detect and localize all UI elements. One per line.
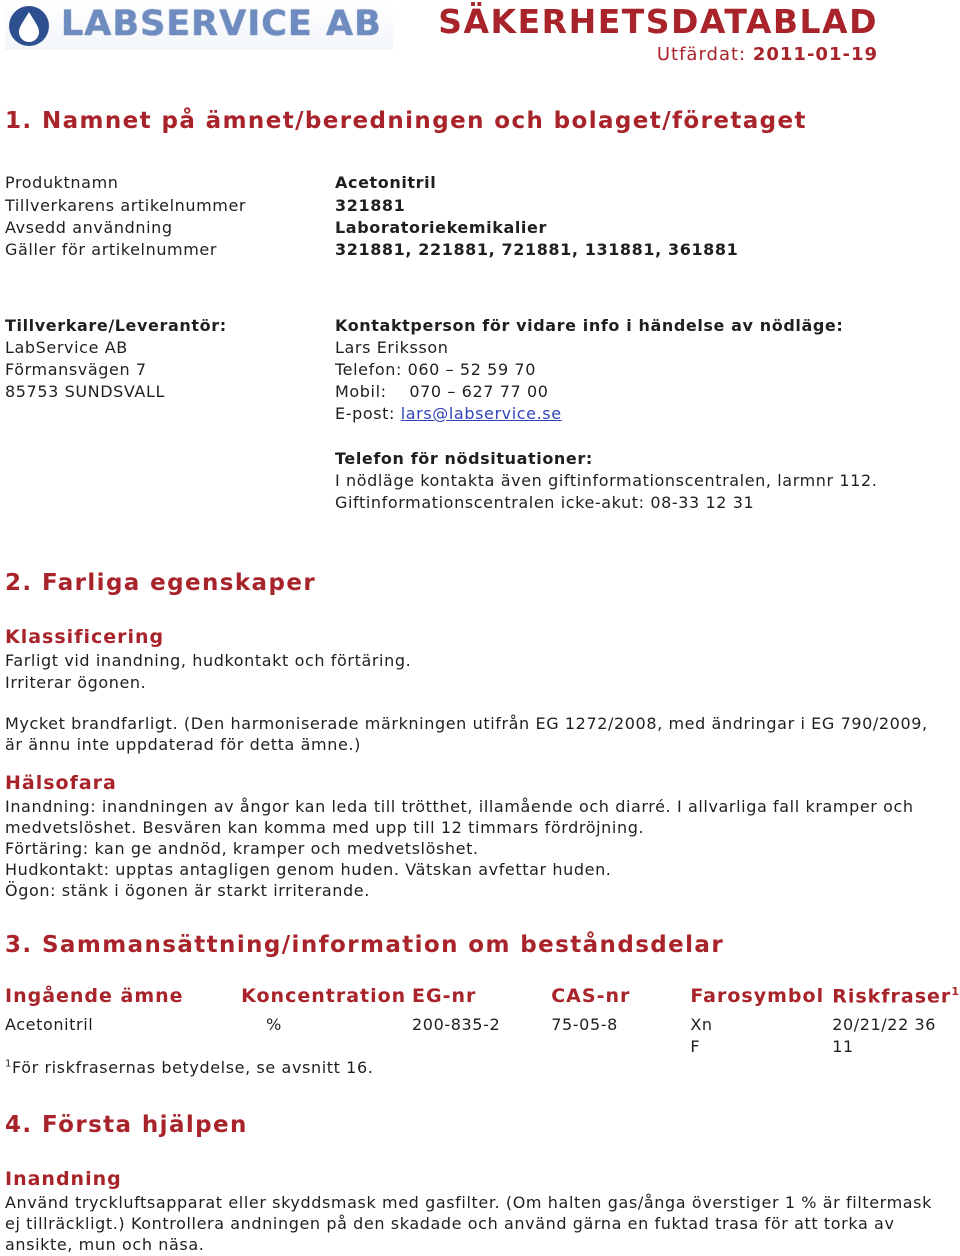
supplier-city: 85753 SUNDSVALL: [5, 382, 165, 401]
cell-eg: 200-835-2: [412, 1015, 501, 1034]
cell-eg: [412, 1037, 551, 1059]
flammable-line: är ännu inte uppdaterad för detta ämne.): [5, 735, 361, 754]
health-line: Hudkontakt: upptas antagligen genom huden. Vätskan avfettar huden.: [5, 860, 612, 879]
ingredients-table: [5, 985, 960, 1059]
footnote-mark: 1: [951, 985, 960, 998]
table-row: [5, 1037, 960, 1059]
column-header: Riskfraser: [832, 985, 952, 1008]
product-row-value: Laboratoriekemikalier: [335, 218, 547, 237]
product-row-value: Acetonitril: [335, 173, 437, 192]
cell-cas: 75-05-8: [551, 1015, 618, 1034]
cell-substance: Acetonitril: [5, 1015, 94, 1034]
classification-line: Farligt vid inandning, hudkontakt och förtäring.: [5, 651, 412, 670]
issued-label: Utfärdat:: [656, 44, 747, 65]
cell-risk: 11: [832, 1037, 854, 1056]
supplier-street: Förmansvägen 7: [5, 360, 147, 379]
column-header: Ingående ämne: [5, 985, 184, 1007]
section-3-heading: 3. Sammansättning/information om beståndsdelar: [5, 932, 725, 958]
emergency-heading: Telefon för nödsituationer:: [335, 449, 593, 468]
column-header: CAS-nr: [551, 985, 631, 1007]
emergency-line: Giftinformationscentralen icke-akut: 08-33 12 31: [335, 493, 755, 512]
health-line: Förtäring: kan ge andnöd, kramper och medvetslöshet.: [5, 839, 479, 858]
contact-phone: Telefon: 060 – 52 59 70: [335, 360, 536, 379]
contact-mobile: Mobil: 070 – 627 77 00: [335, 382, 549, 401]
cell-substance: [5, 1037, 241, 1059]
issued-value: 2011-01-19: [752, 44, 878, 65]
column-header: Koncentration: [241, 985, 407, 1007]
health-line: Inandning: inandningen av ångor kan leda till trötthet, illamående och diarré. I allvarliga fall kramper och: [5, 797, 914, 816]
product-row-label: Tillverkarens artikelnummer: [5, 196, 247, 215]
cell-concentration: [241, 1037, 412, 1059]
emergency-line: I nödläge kontakta även giftinformationscentralen, larmnr 112.: [335, 471, 878, 490]
supplier-heading: Tillverkare/Leverantör:: [5, 316, 227, 335]
footnote-mark: 1: [5, 1058, 12, 1070]
inhalation-heading: Inandning: [5, 1168, 122, 1190]
section-4-heading: 4. Första hjälpen: [5, 1112, 248, 1138]
health-line: Ögon: stänk i ögonen är starkt irriterande.: [5, 881, 370, 900]
email-label: E-post:: [335, 404, 396, 423]
table-header-row: [5, 985, 960, 1015]
inhalation-line: ansikte, mun och näsa.: [5, 1235, 205, 1254]
contact-name: Lars Eriksson: [335, 338, 449, 357]
health-line: medvetslöshet. Besvären kan komma med upp till 12 timmars fördröjning.: [5, 818, 645, 837]
document-title: SÄKERHETSDATABLAD: [438, 2, 878, 41]
product-row-label: Avsedd användning: [5, 218, 173, 237]
contact-email-row: [335, 404, 562, 423]
table-row: [5, 1015, 960, 1037]
table-footnote: [5, 1058, 373, 1077]
cell-concentration: %: [266, 1015, 282, 1034]
column-header: EG-nr: [412, 985, 477, 1007]
product-row-label: Produktnamn: [5, 173, 119, 192]
logo-text: LABSERVICE AB: [61, 4, 382, 44]
section-2-heading: 2. Farliga egenskaper: [5, 570, 317, 596]
logo-drop-icon: [7, 4, 51, 48]
company-logo: [5, 2, 393, 50]
supplier-name: LabService AB: [5, 338, 128, 357]
cell-cas: [551, 1037, 690, 1059]
column-header: Farosymbol: [690, 985, 825, 1007]
email-link[interactable]: lars@labservice.se: [400, 404, 562, 423]
health-heading: Hälsofara: [5, 772, 117, 794]
inhalation-line: ej tillräckligt.) Kontrollera andningen på den skadade och använd gärna en fuktad trasa för att torka av: [5, 1214, 895, 1233]
flammable-line: Mycket brandfarligt. (Den harmoniserade märkningen utifrån EG 1272/2008, med ändringar i EG 790/2009,: [5, 714, 928, 733]
cell-risk: 20/21/22 36: [832, 1015, 937, 1034]
inhalation-line: Använd tryckluftsapparat eller skyddsmask med gasfilter. (Om halten gas/ånga överstiger 1 % är filtermask: [5, 1193, 932, 1212]
section-1-heading: 1. Namnet på ämnet/beredningen och bolaget/företaget: [5, 108, 807, 134]
footnote-text: För riskfrasernas betydelse, se avsnitt 16.: [11, 1058, 374, 1077]
classification-heading: Klassificering: [5, 626, 165, 648]
product-row-label: Gäller för artikelnummer: [5, 240, 218, 259]
cell-symbol: Xn: [690, 1015, 713, 1034]
product-row-value: 321881, 221881, 721881, 131881, 361881: [335, 240, 739, 259]
classification-line: Irriterar ögonen.: [5, 673, 147, 692]
cell-symbol: F: [690, 1037, 701, 1056]
product-row-value: 321881: [335, 196, 406, 215]
issued-date: [657, 44, 878, 65]
column-header-riskfraser: [832, 985, 960, 1015]
contact-heading: Kontaktperson för vidare info i händelse av nödläge:: [335, 316, 844, 335]
